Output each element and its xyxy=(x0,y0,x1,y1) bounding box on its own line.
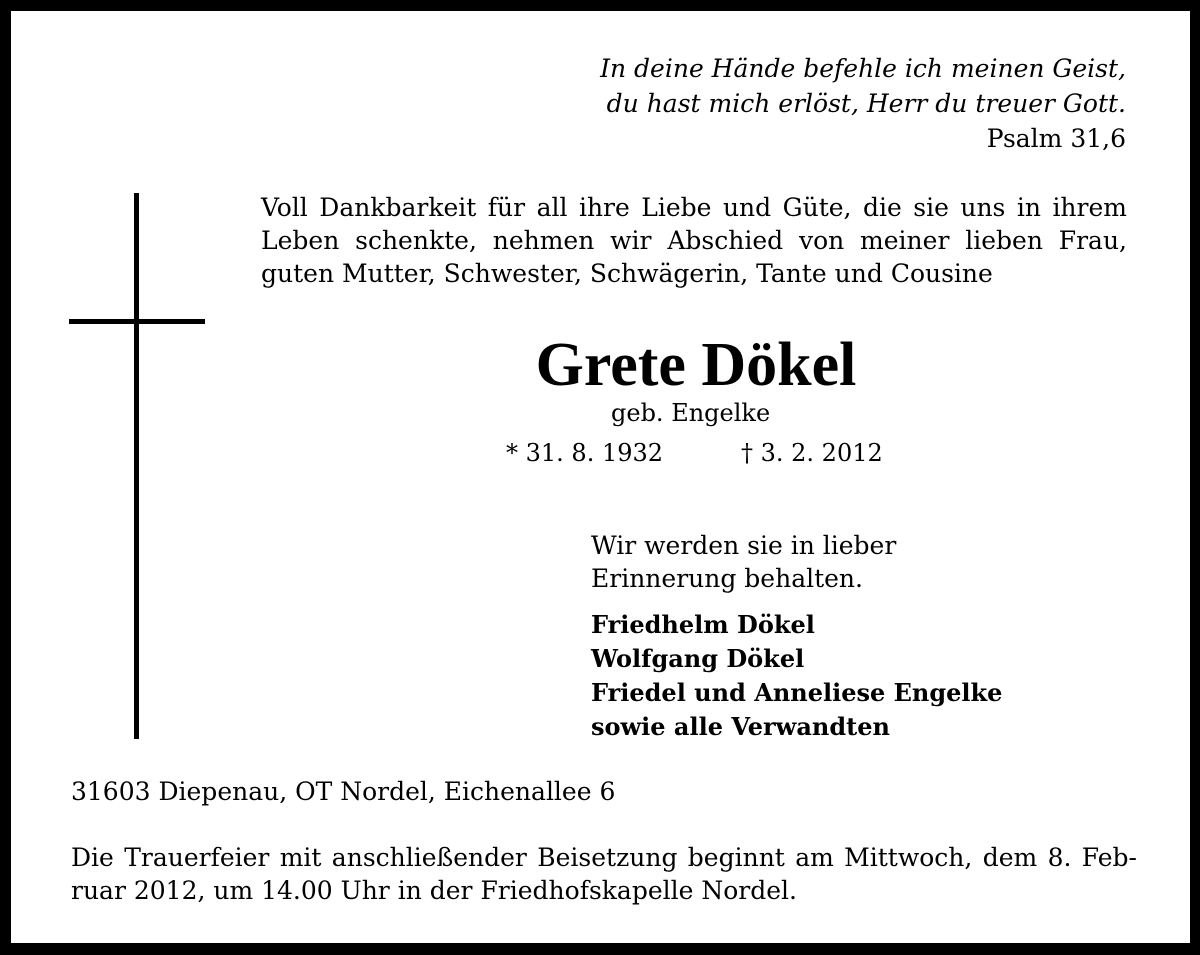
death-date: † 3. 2. 2012 xyxy=(741,439,883,467)
memory-line-1: Wir werden sie in lieber xyxy=(591,531,897,560)
signer-1: Friedhelm Dökel xyxy=(591,610,815,639)
cross-horizontal-bar xyxy=(69,319,205,324)
psalm-line-1: In deine Hände befehle ich meinen Geist, xyxy=(600,54,1126,83)
cross-vertical-bar xyxy=(134,193,139,739)
service-info xyxy=(71,841,1137,907)
signer-2: Wolfgang Dökel xyxy=(591,644,805,673)
psalm-line-2: du hast mich erlöst, Herr du treuer Gott. xyxy=(606,89,1126,118)
birth-date: * 31. 8. 1932 xyxy=(506,439,664,467)
psalm-reference: Psalm 31,6 xyxy=(986,124,1126,153)
intro-paragraph xyxy=(261,191,1127,290)
intro-line-2: Leben schenkte, nehmen wir Abschied von meiner lieben Frau, xyxy=(261,226,1127,255)
address: 31603 Diepenau, OT Nordel, Eichenallee 6 xyxy=(71,777,616,806)
intro-line-3: guten Mutter, Schwester, Schwägerin, Tante und Cousine xyxy=(261,259,993,288)
signer-4: sowie alle Verwandten xyxy=(591,712,890,741)
service-line-1: Die Trauerfeier mit anschließender Beisetzung beginnt am Mittwoch, dem 8. Feb- xyxy=(71,843,1137,872)
memory-line-2: Erinnerung behalten. xyxy=(591,564,863,593)
deceased-name: Grete Dökel xyxy=(535,331,857,399)
service-line-2: ruar 2012, um 14.00 Uhr in der Friedhofskapelle Nordel. xyxy=(71,876,797,905)
maiden-name: geb. Engelke xyxy=(611,399,771,427)
signer-3: Friedel und Anneliese Engelke xyxy=(591,678,1003,707)
intro-line-1: Voll Dankbarkeit für all ihre Liebe und Güte, die sie uns in ihrem xyxy=(261,193,1127,222)
